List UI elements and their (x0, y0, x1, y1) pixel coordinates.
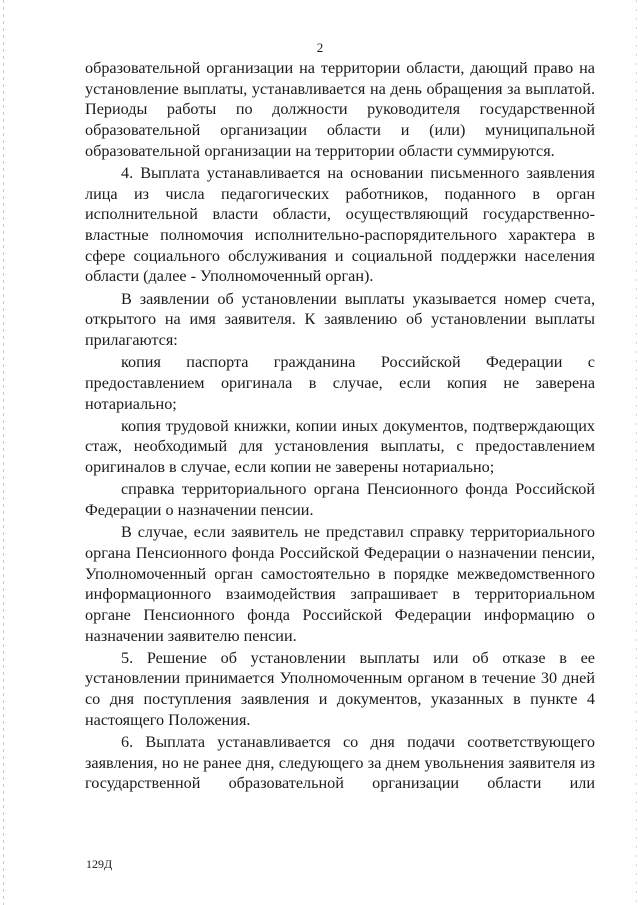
text-line: 5. Решение об установлении выплаты или об отказе в ее (121, 648, 595, 667)
page-number: 2 (316, 40, 324, 55)
text-line: Периоды работы по должности руководителя государственной (85, 100, 595, 119)
text-line: 4. Выплата устанавливается на основании письменного заявления (121, 163, 595, 182)
text-line: образовательной организации на территории области, дающий право на (85, 59, 595, 77)
text-line: прилагаются: (85, 330, 178, 349)
text-line: В случае, если заявитель не представил справку территориального (121, 523, 595, 542)
text-line: Уполномоченный орган самостоятельно в порядке межведомственного (85, 564, 595, 583)
text-line: стаж, необходимый для установления выплаты, с предоставлением (85, 437, 595, 456)
text-line: нотариально; (85, 394, 177, 413)
text-line: властные полномочия исполнительно-распорядительного характера в (85, 226, 595, 244)
text-line: назначении заявителю пенсии. (85, 626, 297, 645)
text-line: области (далее - Уполномоченный орган). (85, 267, 374, 286)
text-line: образовательной организации области и (или) муниципальной (85, 121, 595, 140)
text-line: заявления, но не ранее дня, следующего за днем увольнения заявителя из (85, 753, 595, 772)
text-line: копия паспорта гражданина Российской Федерации с (121, 353, 595, 372)
text-line: лица из числа педагогических работников, поданного в орган (85, 184, 595, 203)
text-line: Федерации о назначении пенсии. (85, 500, 314, 519)
text-line: информационного взаимодействия запрашивает в территориальном (85, 585, 595, 604)
text-line: исполнительной власти области, осуществляющий государственно- (85, 205, 595, 224)
text-line: органе Пенсионного фонда Российской Федерации информацию о (85, 605, 595, 624)
text-line: установление выплаты, устанавливается на день обращения за выплатой. (85, 79, 595, 98)
text-line: 6. Выплата устанавливается со дня подачи соответствующего (121, 733, 595, 751)
scan-edge-left (3, 0, 4, 905)
text-line: предоставлением оригинала в случае, если копия не заверена (85, 373, 595, 392)
text-line: образовательной организации на территории области суммируются. (85, 141, 555, 160)
text-line: государственной образовательной организации области или (85, 774, 595, 793)
text-line: копия трудовой книжки, копии иных документов, подтверждающих (121, 416, 595, 435)
text-line: В заявлении об установлении выплаты указывается номер счета, (121, 289, 595, 308)
text-line: органа Пенсионного фонда Российской Федерации о назначении пенсии, (85, 543, 595, 562)
text-line: справка территориального органа Пенсионного фонда Российской (121, 480, 595, 499)
text-line: открытого на имя заявителя. К заявлению об установлении выплаты (85, 310, 595, 329)
document-body (85, 58, 595, 794)
text-line: оригиналов в случае, если копии не заверены нотариально; (85, 458, 495, 477)
text-line: настоящего Положения. (85, 710, 251, 729)
text-line: сфере социального обслуживания и социальной поддержки населения (85, 246, 595, 265)
text-line: установлении принимается Уполномоченным органом в течение 30 дней (85, 669, 595, 688)
text-line: со дня поступления заявления и документов, указанных в пункте 4 (85, 690, 595, 709)
document-code: 129Д (86, 857, 113, 871)
scan-edge-right (636, 0, 637, 905)
